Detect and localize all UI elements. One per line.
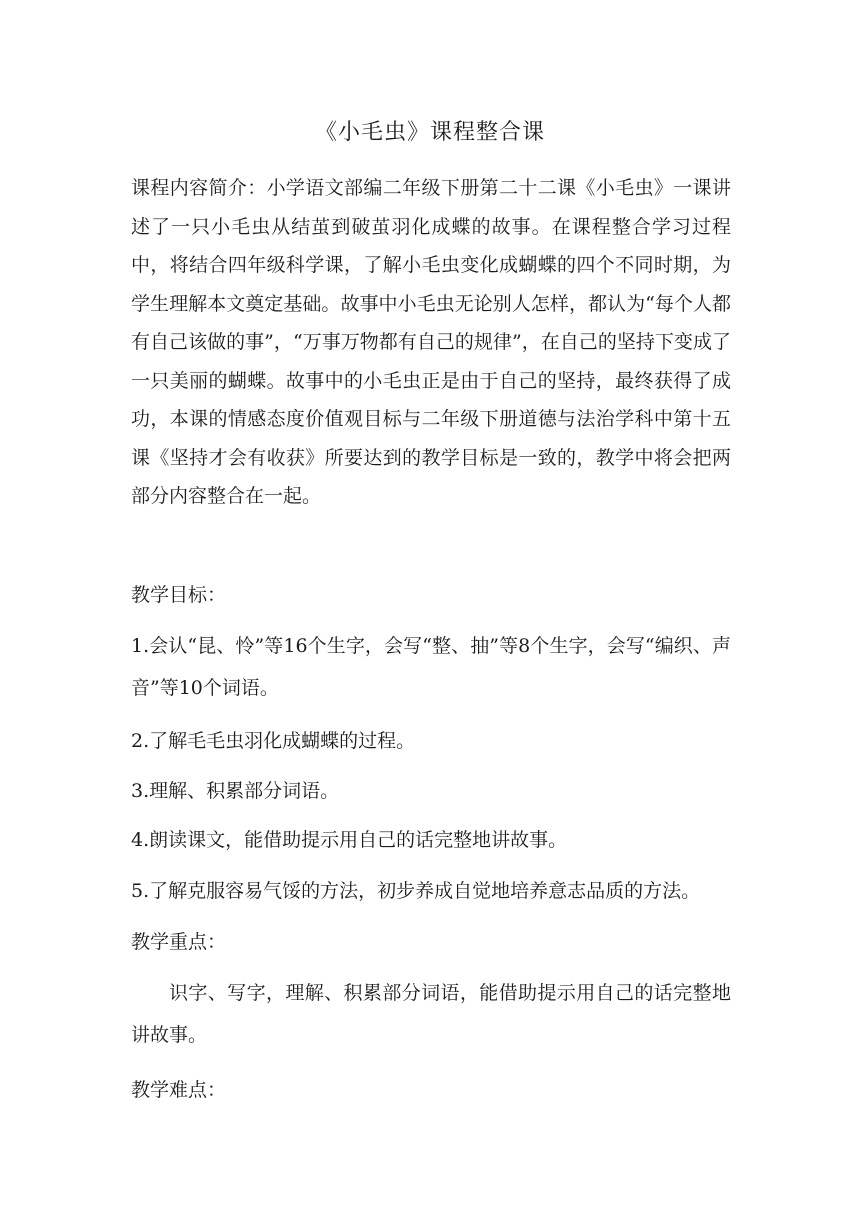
key-points-paragraph: 识字、写字，理解、积累部分词语，能借助提示用自己的话完整地讲故事。 xyxy=(131,982,731,1046)
objective-item-5: 5.了解克服容易气馁的方法，初步养成自觉地培养意志品质的方法。 xyxy=(131,880,701,902)
objectives-heading: 教学目标： xyxy=(131,584,227,606)
objective-item-1: 1.会认“昆、怜”等16个生字，会写“整、抽”等8个生字，会写“编织、声音”等10个词语。 xyxy=(131,635,731,699)
key-points-heading: 教学重点： xyxy=(131,931,227,953)
objective-item-3: 3.理解、积累部分词语。 xyxy=(131,780,340,802)
difficulties-heading: 教学难点： xyxy=(131,1079,227,1101)
objective-item-2: 2.了解毛毛虫羽化成蝴蝶的过程。 xyxy=(131,730,416,752)
course-intro-paragraph: 课程内容简介：小学语文部编二年级下册第二十二课《小毛虫》一课讲述了一只小毛虫从结茧到破茧羽化成蝶的故事。在课程整合学习过程中，将结合四年级科学课，了解小毛虫变化成蝴蝶的四个不同时期，为学生理解本文奠定基础。故事中小毛虫无论别人怎样，都认为“每个人都有自己该做的事”，“万事万物都有自己的规律”，在自己的坚持下变成了一只美丽的蝴蝶。故事中的小毛虫正是由于自己的坚持，最终获得了成功，本课的情感态度价值观目标与二年级下册道德与法治学科中第十五课《坚持才会有收获》所要达到的教学目标是一致的，教学中将会把两部分内容整合在一起。 xyxy=(131,177,731,507)
document-title: 《小毛虫》课程整合课 xyxy=(314,120,545,145)
objective-item-4: 4.朗读课文，能借助提示用自己的话完整地讲故事。 xyxy=(131,829,568,851)
